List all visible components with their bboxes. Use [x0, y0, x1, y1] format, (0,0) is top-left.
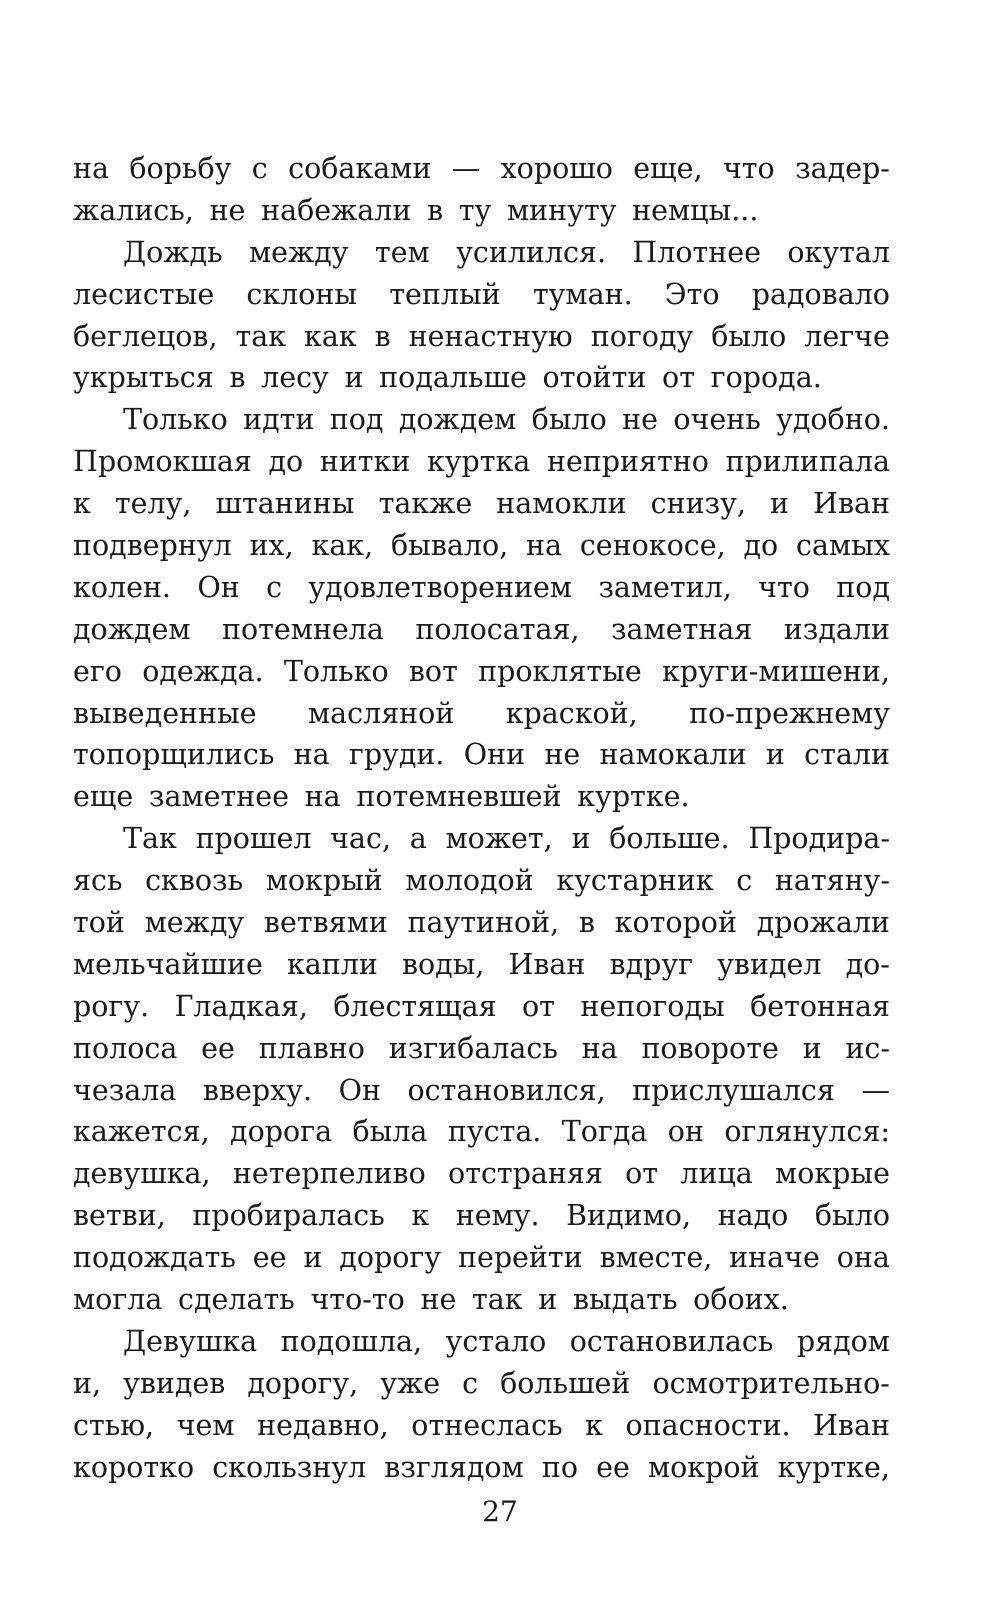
text-line — [73, 609, 890, 651]
word: Гладкая, — [174, 989, 308, 1023]
word: ее — [252, 1241, 287, 1275]
word: на — [293, 738, 330, 772]
word: той — [73, 906, 125, 940]
word: идти — [243, 403, 315, 437]
text-line — [73, 1405, 890, 1447]
word: заметнее — [148, 780, 289, 814]
word: чем — [176, 1408, 235, 1442]
word: с — [266, 570, 283, 604]
word: повороте — [641, 1031, 779, 1065]
word: куртка — [426, 445, 531, 479]
word: которой — [614, 906, 737, 940]
word: потемневшей — [356, 780, 562, 814]
word: склоны — [246, 277, 358, 311]
word: в — [374, 319, 391, 353]
word: Так — [123, 822, 177, 856]
word: полоса — [73, 1031, 178, 1065]
word: и — [538, 1283, 558, 1317]
word: подошла, — [280, 1324, 423, 1358]
word: что — [722, 152, 775, 185]
word: обоих. — [693, 1283, 789, 1317]
word: дождем — [73, 612, 191, 646]
word: немцы... — [632, 193, 759, 227]
word: набежали — [261, 193, 412, 227]
word: еще — [73, 780, 134, 814]
text-line — [73, 567, 890, 609]
word: издали — [783, 612, 890, 646]
word: дрожали — [756, 906, 890, 940]
text-line — [73, 483, 890, 525]
word: непогоды — [580, 989, 725, 1023]
word: была — [352, 1115, 428, 1149]
word: намокли — [496, 487, 627, 521]
word: дождем — [398, 403, 517, 437]
word: туман. — [532, 277, 633, 311]
word: нетерпеливо — [232, 1157, 426, 1191]
word: Промокшая — [73, 445, 252, 479]
word: час, — [330, 822, 392, 856]
word: вместе, — [599, 1241, 713, 1275]
word: сделать — [178, 1283, 295, 1317]
word: мокрые — [775, 1157, 890, 1191]
word: ее — [596, 1450, 630, 1484]
word: штанины — [215, 487, 355, 521]
word: телу, — [114, 487, 192, 521]
text-line — [73, 1195, 890, 1237]
word: теплый — [389, 277, 501, 311]
word: к — [73, 487, 91, 521]
word: мокрой — [647, 1450, 760, 1484]
word: намокали — [599, 738, 747, 772]
word: прилипала — [725, 445, 890, 479]
word: круги-мишени, — [661, 654, 890, 688]
word: так — [472, 1283, 523, 1317]
word: лесистые — [73, 277, 215, 311]
word: беглецов, — [73, 319, 218, 353]
word: очень — [673, 403, 761, 437]
text-line — [73, 1237, 890, 1279]
word: под — [836, 570, 890, 604]
page-number: 27 — [482, 1495, 518, 1528]
word: колен. — [73, 570, 171, 604]
word: проклятые — [478, 654, 642, 688]
word: также — [378, 487, 473, 521]
word: подальше — [379, 361, 527, 395]
word: и — [770, 487, 790, 521]
word: блестящая — [333, 989, 497, 1023]
word: неприятно — [546, 445, 709, 479]
word: Видимо, — [566, 1199, 692, 1233]
word: дорогу, — [247, 1366, 359, 1400]
word: топорщились — [73, 738, 275, 772]
word: Девушка — [123, 1324, 258, 1358]
word: стали — [804, 738, 890, 772]
text-line — [73, 860, 890, 902]
word: а — [409, 822, 427, 856]
word: ее — [201, 1031, 235, 1065]
word: Иван — [813, 487, 890, 521]
text-line — [73, 1153, 890, 1195]
word: остановилась — [569, 1324, 774, 1358]
word: подвернул — [73, 529, 232, 563]
word: молодой — [405, 864, 534, 898]
word: Плотнее — [632, 235, 762, 269]
word: опасности. — [625, 1408, 791, 1442]
word: краской, — [505, 696, 638, 730]
word: чезала — [73, 1073, 177, 1107]
word: Он — [338, 1073, 381, 1107]
word: вверху. — [202, 1073, 313, 1107]
word: под — [329, 403, 384, 437]
text-line — [73, 1279, 890, 1321]
word: может, — [445, 822, 553, 856]
word: Тогда — [561, 1115, 648, 1149]
word: полосатая, — [415, 612, 580, 646]
word: Это — [664, 277, 720, 311]
word: выдать — [572, 1283, 678, 1317]
word: Дождь — [123, 235, 223, 269]
word: тем — [374, 235, 430, 269]
word: и — [344, 361, 364, 395]
word: было — [711, 319, 787, 353]
word: не — [420, 1283, 457, 1317]
word: прошел — [195, 822, 312, 856]
word: стью, — [73, 1408, 155, 1442]
word: могла — [73, 1283, 163, 1317]
word: девушка, — [73, 1157, 211, 1191]
word: ветви, — [73, 1199, 166, 1233]
word: не — [209, 193, 246, 227]
word: ясь — [73, 864, 123, 898]
word: взглядом — [384, 1450, 524, 1484]
word: натяну- — [774, 864, 890, 898]
word: Только — [283, 654, 389, 688]
word: на — [73, 152, 109, 185]
word: от — [662, 361, 695, 395]
text-line — [73, 1028, 890, 1070]
word: осмотрительно- — [652, 1366, 890, 1400]
word: до — [268, 445, 304, 479]
word: его — [73, 654, 122, 688]
text-line — [73, 1070, 890, 1112]
word: увидев — [123, 1366, 226, 1400]
word: больше. — [609, 822, 730, 856]
word: что-то — [310, 1283, 405, 1317]
word: кустарник — [556, 864, 714, 898]
word: вдруг — [609, 947, 694, 981]
word: не — [544, 738, 581, 772]
word: к — [411, 1199, 430, 1233]
word: надо — [717, 1199, 789, 1233]
word: было — [814, 1199, 890, 1233]
word: рядом — [796, 1324, 890, 1358]
word: бетонная — [750, 989, 890, 1023]
word: она — [836, 1241, 890, 1275]
text-line — [73, 776, 890, 818]
word: большей — [500, 1366, 631, 1400]
word: заметная — [611, 612, 753, 646]
word: между — [144, 906, 245, 940]
word: Он — [197, 570, 240, 604]
text-line — [73, 818, 890, 860]
word: до — [743, 529, 779, 563]
word: груди. — [348, 738, 445, 772]
word: в — [427, 193, 444, 227]
word: до- — [845, 947, 890, 981]
word: и — [303, 1241, 323, 1275]
word: рогу. — [73, 989, 150, 1023]
text-line — [73, 274, 890, 316]
body-text — [73, 148, 890, 1489]
word: кажется, — [73, 1115, 210, 1149]
word: бывало, — [391, 529, 509, 563]
word: к — [585, 1408, 603, 1442]
word: потемнела — [221, 612, 384, 646]
word: и — [765, 738, 785, 772]
text-line — [73, 1363, 890, 1405]
word: как, — [311, 529, 374, 563]
word: куртке, — [777, 1450, 890, 1484]
word: как — [304, 319, 357, 353]
word: погоду — [590, 319, 694, 353]
word: устало — [445, 1324, 547, 1358]
word: удобно. — [776, 403, 890, 437]
text-line — [73, 232, 890, 274]
word: от — [625, 1157, 659, 1191]
word: сквозь — [145, 864, 244, 898]
word: их, — [249, 529, 294, 563]
word: окутал — [787, 235, 890, 269]
word: снизу, — [650, 487, 746, 521]
word: сенокосе, — [579, 529, 726, 563]
word: города. — [710, 361, 822, 395]
text-line — [73, 525, 890, 567]
word: масляной — [307, 696, 455, 730]
word: укрыться — [73, 361, 214, 395]
text-line — [73, 357, 890, 399]
text-line — [73, 734, 890, 776]
word: между — [248, 235, 349, 269]
word: хорошо — [500, 152, 613, 185]
word: и, — [73, 1366, 102, 1400]
word: усилился. — [456, 235, 607, 269]
word: на — [526, 529, 563, 563]
word: заметил, — [598, 570, 732, 604]
word: радовало — [751, 277, 890, 311]
word: коротко — [73, 1450, 195, 1484]
word: самых — [796, 529, 890, 563]
text-line — [73, 944, 890, 986]
word: с — [462, 1366, 479, 1400]
word: одежда. — [142, 654, 264, 688]
word: на — [581, 1031, 618, 1065]
word: пробиралась — [192, 1199, 385, 1233]
word: Иван — [813, 1408, 890, 1442]
word: ненастную — [408, 319, 573, 353]
word: ту — [458, 193, 492, 227]
word: скользнул — [212, 1450, 367, 1484]
text-line — [73, 1111, 890, 1153]
word: нему. — [455, 1199, 540, 1233]
word: было — [531, 403, 607, 437]
text-line — [73, 148, 890, 190]
word: воды, — [401, 947, 485, 981]
word: еще, — [633, 152, 703, 185]
word: собаками — [288, 152, 432, 185]
word: перейти — [457, 1241, 583, 1275]
word: вот — [408, 654, 458, 688]
word: прислушался — [632, 1073, 835, 1107]
word: так — [235, 319, 287, 353]
word: ис- — [845, 1031, 890, 1065]
word: отнеслась — [411, 1408, 563, 1442]
word: Продира- — [748, 822, 890, 856]
word: по-прежнему — [689, 696, 890, 730]
word: подождать — [73, 1241, 236, 1275]
word: отойти — [542, 361, 647, 395]
word: пуста. — [447, 1115, 542, 1149]
word: борьбу — [129, 152, 232, 185]
word: лица — [680, 1157, 753, 1191]
text-line — [73, 399, 890, 441]
word: нитки — [319, 445, 411, 479]
text-line — [73, 902, 890, 944]
word: паутиной, — [407, 906, 560, 940]
text-line — [73, 1321, 890, 1363]
word: увидел — [717, 947, 822, 981]
word: дорогу — [339, 1241, 442, 1275]
word: в — [229, 361, 246, 395]
word: плавно — [258, 1031, 365, 1065]
word: дорога — [230, 1115, 333, 1149]
text-line — [73, 190, 890, 232]
word: Иван — [508, 947, 586, 981]
text-line — [73, 316, 890, 358]
word: он — [667, 1115, 704, 1149]
text-line — [73, 1447, 890, 1489]
word: Они — [463, 738, 526, 772]
text-line — [73, 441, 890, 483]
word: с — [251, 152, 268, 185]
word: оглянулся: — [724, 1115, 890, 1149]
word: по — [541, 1450, 579, 1484]
text-line — [73, 986, 890, 1028]
word: остановился, — [407, 1073, 606, 1107]
word: Только — [123, 403, 228, 437]
text-line — [73, 693, 890, 735]
word: лесу — [261, 361, 329, 395]
word: и — [571, 822, 591, 856]
word: удовлетворением — [308, 570, 572, 604]
word: иначе — [729, 1241, 820, 1275]
word: выведенные — [73, 696, 257, 730]
word: куртке. — [577, 780, 690, 814]
word: — — [861, 1073, 890, 1107]
word: мельчайшие — [73, 947, 263, 981]
word: — — [451, 152, 481, 185]
word: отстраняя — [448, 1157, 603, 1191]
word: минуту — [507, 193, 617, 227]
word: изгибалась — [388, 1031, 558, 1065]
word: легче — [804, 319, 890, 353]
word: и — [802, 1031, 822, 1065]
word: с — [736, 864, 753, 898]
text-line — [73, 651, 890, 693]
word: капли — [286, 947, 378, 981]
word: недавно, — [257, 1408, 389, 1442]
word: жались, — [73, 193, 194, 227]
word: задер- — [795, 152, 890, 185]
word: в — [578, 906, 595, 940]
word: ветвями — [263, 906, 388, 940]
word: от — [522, 989, 555, 1023]
word: уже — [380, 1366, 441, 1400]
word: мокрый — [265, 864, 383, 898]
word: не — [622, 403, 658, 437]
word: что — [758, 570, 810, 604]
word: на — [304, 780, 341, 814]
